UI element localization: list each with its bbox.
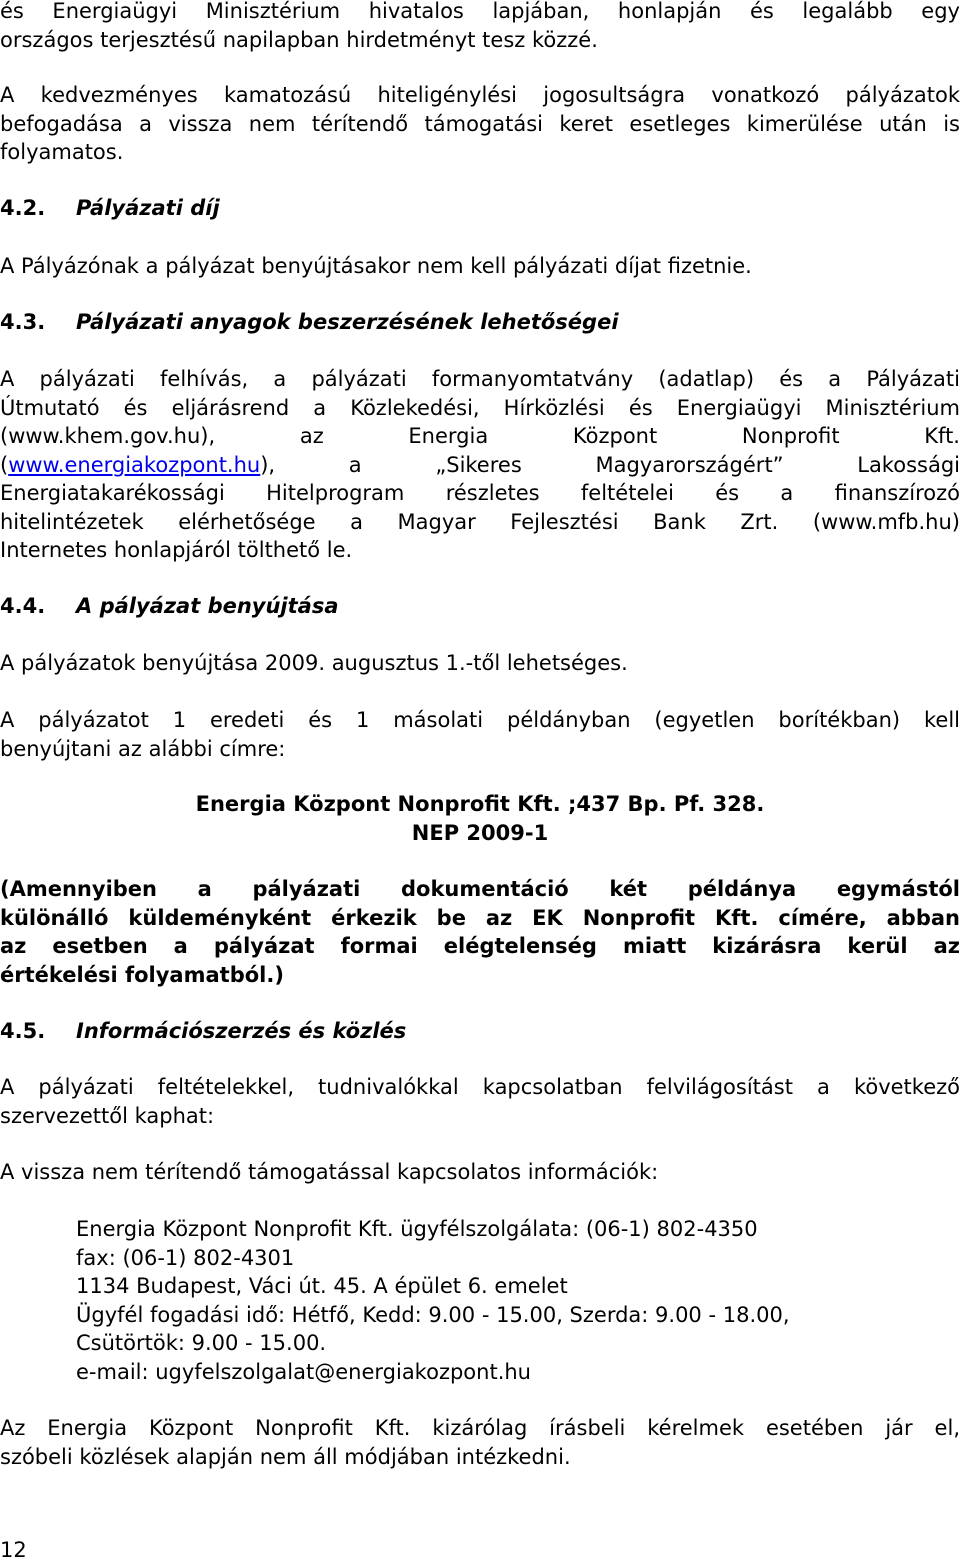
text-line: szóbeli közlések alapján nem áll módjában intézkedni.	[0, 1444, 571, 1469]
paragraph-submission-how	[0, 706, 960, 763]
paragraph-materials	[0, 365, 960, 565]
address-code: NEP 2009-1	[411, 821, 549, 845]
section-title: Pályázati díj	[76, 196, 220, 220]
submission-address	[0, 790, 960, 848]
section-heading-4-4	[0, 592, 339, 620]
text-line: értékelési folyamatból.)	[0, 962, 284, 987]
text-line: szervezettől kaphat:	[0, 1103, 215, 1128]
address-line: Energia Központ Nonprofit Kft. ;437 Bp. Pf. 328.	[195, 792, 765, 816]
text-line: befogadása a vissza nem térítendő támogatási keret esetleges kimerülése után is	[0, 111, 960, 136]
paragraph-continuity	[0, 81, 960, 167]
section-number: 4.2.	[0, 196, 46, 220]
paragraph-submission-date	[0, 649, 960, 678]
text-line: (www.khem.gov.hu), az Energia Központ Nonprofit Kft.	[0, 424, 960, 448]
section-title: Információszerzés és közlés	[76, 1019, 407, 1043]
contact-email: e-mail: ugyfelszolgalat@energiakozpont.hu	[76, 1359, 531, 1384]
text-line: (Amennyiben a pályázati dokumentáció két példánya egymástól	[0, 877, 960, 901]
paragraph-info-grants	[0, 1158, 960, 1187]
section-number: 4.3.	[0, 310, 46, 334]
section-number: 4.4.	[0, 594, 46, 618]
text-line: Internetes honlapjáról tölthető le.	[0, 538, 353, 562]
text-line: benyújtani az alábbi címre:	[0, 736, 286, 761]
energiakozpont-link[interactable]: www.energiakozpont.hu	[8, 452, 261, 477]
contact-line: fax: (06-1) 802-4301	[76, 1245, 295, 1270]
text-line: országos terjesztésű napilapban hirdetményt tesz közzé.	[0, 27, 598, 52]
section-title: A pályázat benyújtása	[76, 594, 339, 618]
text-line: Energiatakarékossági Hitelprogram részletes feltételei és a finanszírozó	[0, 481, 960, 505]
section-number: 4.5.	[0, 1019, 46, 1043]
text-fragment: ), a „Sikeres Magyarországért” Lakossági	[260, 452, 960, 477]
text-line: A Pályázónak a pályázat benyújtásakor nem kell pályázati díjat fizetnie.	[0, 254, 752, 278]
text-line: A kedvezményes kamatozású hiteligénylési jogosultságra vonatkozó pályázatok	[0, 83, 960, 107]
text-line: Az Energia Központ Nonprofit Kft. kizárólag írásbeli kérelmek esetében jár el,	[0, 1416, 960, 1440]
section-title: Pályázati anyagok beszerzésének lehetőségei	[76, 310, 619, 334]
text-line: hitelintézetek elérhetősége a Magyar Fejlesztési Bank Zrt. (www.mfb.hu)	[0, 509, 960, 534]
text-line: az esetben a pályázat formai elégtelenség miatt kizárásra kerül az	[0, 934, 960, 958]
section-heading-4-5	[0, 1017, 406, 1045]
text-line	[0, 451, 960, 480]
text-line: A vissza nem térítendő támogatással kapcsolatos információk:	[0, 1160, 659, 1184]
paragraph-info	[0, 1073, 960, 1130]
text-line: A pályázati feltételekkel, tudnivalókkal kapcsolatban felvilágosítást a következő	[0, 1075, 960, 1099]
text-line: különálló küldeményként érkezik be az EK Nonprofit Kft. címére, abban	[0, 905, 960, 930]
paragraph-note	[0, 875, 960, 989]
contact-line: 1134 Budapest, Váci út. 45. A épület 6. emelet	[76, 1274, 568, 1298]
text-line: A pályázati felhívás, a pályázati formanyomtatvány (adatlap) és a Pályázati	[0, 367, 960, 391]
section-heading-4-3	[0, 308, 619, 336]
text-line: Útmutató és eljárásrend a Közlekedési, Hírközlési és Energiaügyi Minisztérium	[0, 395, 960, 420]
text-line: és Energiaügyi Minisztérium hivatalos lapjában, honlapján és legalább egy	[0, 0, 960, 23]
paragraph-written-requests	[0, 1414, 960, 1471]
contact-line: Energia Központ Nonprofit Kft. ügyfélszolgálata: (06-1) 802-4350	[76, 1217, 758, 1241]
text-line: A pályázatok benyújtása 2009. augusztus 1.-től lehetséges.	[0, 651, 628, 675]
contact-line: Ügyfél fogadási idő: Hétfő, Kedd: 9.00 - 15.00, Szerda: 9.00 - 18.00,	[76, 1302, 790, 1327]
paragraph-fee	[0, 252, 960, 281]
section-heading-4-2	[0, 194, 220, 222]
text-line: folyamatos.	[0, 140, 124, 164]
paragraph-intro	[0, 0, 960, 54]
text-fragment: (	[0, 452, 9, 477]
text-line: A pályázatot 1 eredeti és 1 másolati példányban (egyetlen borítékban) kell	[0, 708, 960, 732]
contact-line: Csütörtök: 9.00 - 15.00.	[76, 1331, 327, 1355]
contact-block	[76, 1215, 960, 1386]
page-number: 12	[0, 1538, 27, 1562]
